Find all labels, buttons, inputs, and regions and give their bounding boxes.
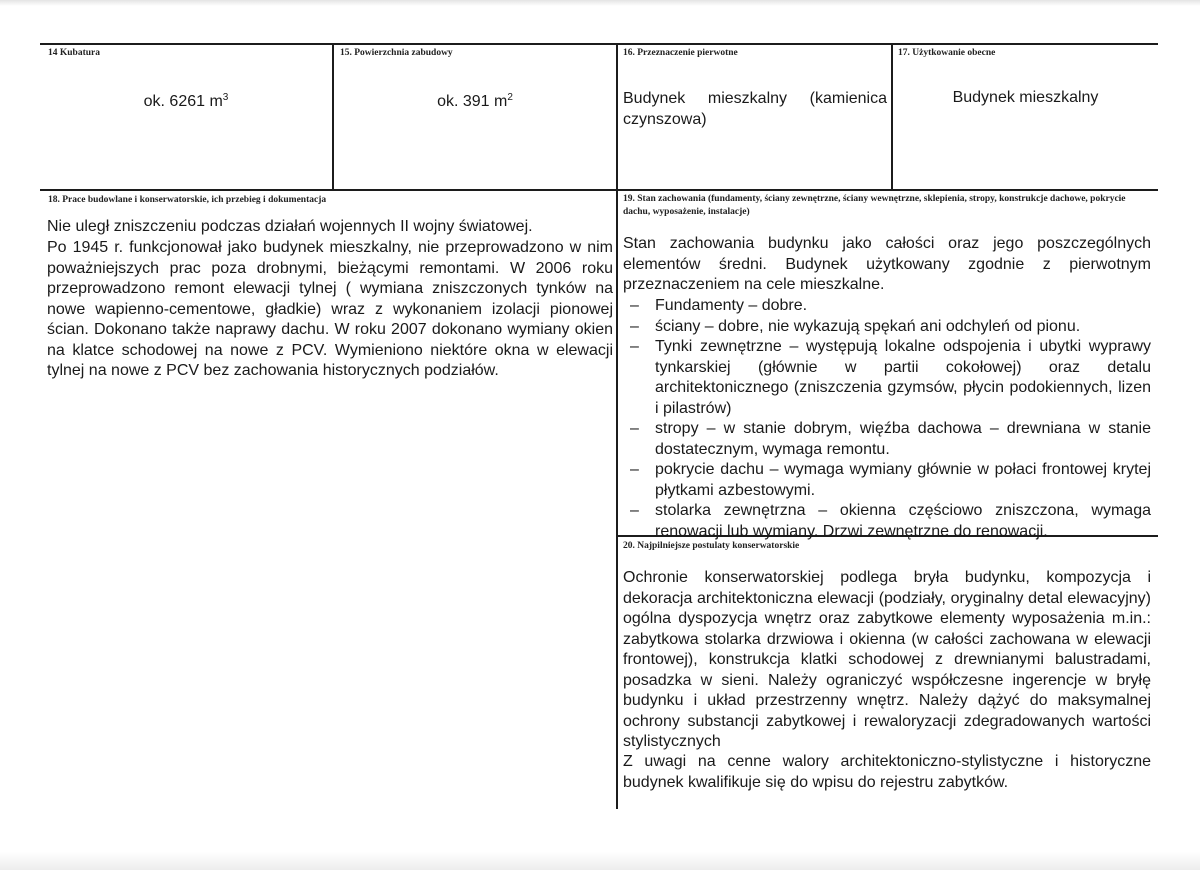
list-item: – pokrycie dachu – wymaga wymiany głównie w połaci frontowej krytej płytkami azbestowymi. (630, 461, 1151, 499)
section-19-condition-list (623, 296, 1151, 542)
section-18-header: 18. Prace budowlane i konserwatorskie, ich przebieg i dokumentacja (48, 195, 327, 205)
list-item: – stropy – w stanie dobrym, więźba dachowa – drewniana w stanie dostatecznym, wymaga remontu. (630, 420, 1151, 458)
section-18-paragraph: Po 1945 r. funkcjonował jako budynek mieszkalny, nie przeprowadzono w nim poważniejszych prac poza drobnymi, bieżącymi remontami. W 2006 roku przeprowadzono remont elewacji tylnej ( wymiana zniszczonych tynków na nowe wapienno-cementowe, gładkie) wraz z wykonaniem izolacji pionowej ścian. Dokonano także naprawy dachu. W roku 2007 dokonano wymiany okien na klatce schodowej na nowe z PCV. Wymieniono niektóre okna w elewacji tylnej na nowe z PCV bez zachowania historycznych podziałów. (47, 239, 613, 379)
section-15-header: 15. Powierzchnia zabudowy (340, 48, 453, 58)
dash-bullet: – (630, 317, 639, 335)
section-19-header: 19. Stan zachowania (fundamenty, ściany zewnętrzne, ściany wewnętrzne, sklepienia, stropy, konstrukcje dachowe, pokrycie dachu, wyposażenie, instalacje) (623, 194, 1126, 217)
list-item: – stolarka zewnętrzna – okienna częściowo zniszczona, wymaga renowacji lub wymiany. Drzwi zewnętrzne do renowacji. (630, 502, 1151, 540)
section-20-paragraph-2: Z uwagi na cenne walory architektoniczno-stylistyczne i historyczne budynek kwalifikuje się do wpisu do rejestru zabytków. (623, 753, 1151, 791)
row-divider (40, 189, 1158, 191)
scan-edge-top (0, 0, 1200, 6)
divider-16-17 (891, 43, 893, 191)
section-14-value: ok. 6261 $m^3$ (143, 92, 229, 110)
list-item: – Fundamenty – dobre. (623, 296, 1151, 317)
dash-bullet: – (630, 461, 639, 478)
list-item: – ściany – dobre, nie wykazują spękań ani odchyleń od pionu. (623, 317, 1151, 338)
list-item: – Tynki zewnętrzne – występują lokalne odspojenia i ubytki wyprawy tynkarskiej (głównie w partii cokołowej) oraz detalu architektonicznego (zniszczenia gzymsów, płycin podokiennych, lizen i pilastrów) (630, 338, 1151, 417)
section-16-header: 16. Przeznaczenie pierwotne (623, 48, 738, 58)
section-16-value: Budynek mieszkalny (kamienica czynszowa) (623, 90, 887, 128)
section-20-paragraph-1: Ochronie konserwatorskiej podlega bryła budynku, kompozycja i dekoracja architektoniczna elewacji (podziały, oryginalny detal elewacyjny) ogólna dyspozycja wnętrz oraz zabytkowe elementy wyposażenia m.in.: zabytkowa stolarka drzwiowa i okienna (w całości zachowana w elewacji frontowej), konstrukcja klatki schodowej z drewnianymi balustradami, posadzka w sieni. Należy ograniczyć współczesne ingerencje w bryłę budynku i układ przestrzenny wnętrz. Należy dążyć do maksymalnej ochrony substancji zabytkowej i rewaloryzacji zdegradowanych wartości stylistycznych (623, 569, 1151, 750)
section-17-value: Budynek mieszkalny (952, 89, 1099, 106)
top-border (40, 43, 1158, 45)
section-18-line1: Nie uległ zniszczeniu podczas działań wojennych II wojny światowej. (47, 218, 533, 235)
section-15-value: ok. 391 $m^2$ (437, 92, 513, 110)
column-divider-main (616, 43, 618, 809)
section-20-header: 20. Najpilniejsze postulaty konserwatorskie (623, 541, 800, 551)
dash-bullet: – (630, 420, 639, 437)
section-19-intro: Stan zachowania budynku jako całości oraz jego poszczególnych elementów średni. Budynek użytkowany zgodnie z pierwotnym przeznaczeniem na cele mieszkalne. (623, 235, 1151, 293)
dash-bullet: – (630, 338, 639, 355)
dash-bullet: – (630, 297, 639, 314)
divider-14-15 (332, 43, 334, 191)
scan-edge-bottom (0, 852, 1200, 870)
section-17-header: 17. Użytkowanie obecne (898, 48, 996, 58)
dash-bullet: – (630, 502, 639, 519)
section-14-header: 14 Kubatura (48, 48, 100, 58)
